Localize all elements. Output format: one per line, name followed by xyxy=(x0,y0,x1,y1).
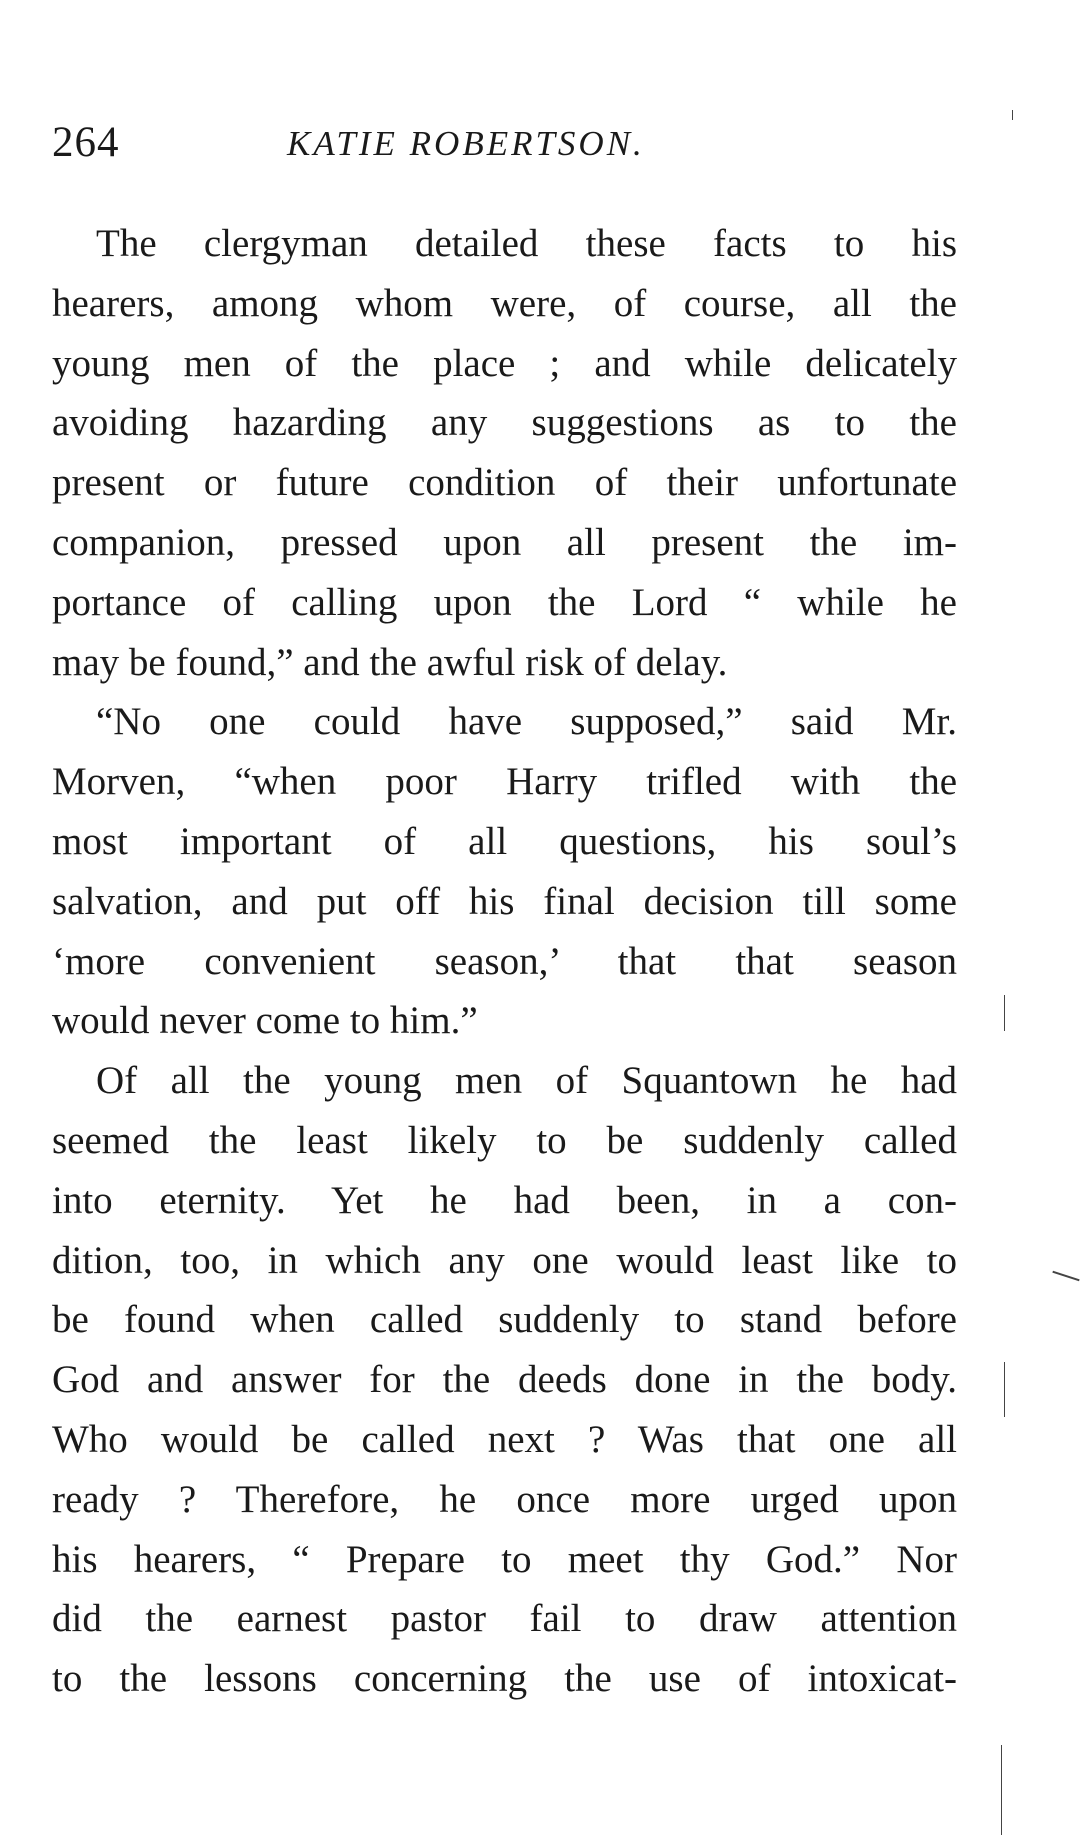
text-line: Morven, “when poor Harry trifled with the xyxy=(52,760,957,804)
scan-mark xyxy=(1004,1362,1005,1417)
text-line: dition, too, in which any one would least like to xyxy=(52,1238,957,1282)
text-line: into eternity. Yet he had been, in a con- xyxy=(52,1178,957,1222)
text-line: his hearers, “ Prepare to meet thy God.” Nor xyxy=(52,1537,957,1581)
text-line: young men of the place ; and while delicately xyxy=(52,341,957,385)
text-line: The clergyman detailed these facts to his xyxy=(96,222,957,265)
text-line: avoiding hazarding any suggestions as to the xyxy=(52,401,957,445)
paragraph-1 xyxy=(52,214,957,692)
text-line: may be found,” and the awful risk of delay. xyxy=(52,640,728,684)
text-line: God and answer for the deeds done in the body. xyxy=(52,1358,957,1402)
text-line: companion, pressed upon all present the im- xyxy=(52,520,957,564)
scan-mark xyxy=(1052,1271,1079,1282)
text-line: ‘more convenient season,’ that that season xyxy=(52,939,957,983)
text-line: present or future condition of their unfortunate xyxy=(52,461,957,505)
running-title: KATIE ROBERTSON. xyxy=(287,124,645,163)
page-number: 264 xyxy=(52,119,120,166)
text-line: would never come to him.” xyxy=(52,999,478,1043)
text-line: Of all the young men of Squantown he had xyxy=(96,1059,957,1103)
body-text xyxy=(52,214,957,1709)
text-line: ready ? Therefore, he once more urged upon xyxy=(52,1477,957,1521)
text-line: salvation, and put off his final decision till some xyxy=(52,879,957,923)
text-line: seemed the least likely to be suddenly called xyxy=(52,1118,957,1162)
scan-mark xyxy=(1001,1745,1002,1835)
paragraph-3 xyxy=(52,1051,957,1709)
text-line: portance of calling upon the Lord “ while he xyxy=(52,580,957,624)
text-line: did the earnest pastor fail to draw attention xyxy=(52,1597,957,1641)
text-line: Who would be called next ? Was that one all xyxy=(52,1417,957,1461)
scan-mark xyxy=(1004,995,1005,1031)
text-line: to the lessons concerning the use of intoxicat- xyxy=(52,1657,957,1701)
text-line: “No one could have supposed,” said Mr. xyxy=(96,700,957,744)
text-line: hearers, among whom were, of course, all the xyxy=(52,281,957,325)
paragraph-2 xyxy=(52,692,957,1051)
text-line: be found when called suddenly to stand before xyxy=(52,1298,957,1342)
page-header xyxy=(52,118,952,178)
text-line: most important of all questions, his soul’s xyxy=(52,819,957,863)
scan-mark xyxy=(1012,110,1013,120)
